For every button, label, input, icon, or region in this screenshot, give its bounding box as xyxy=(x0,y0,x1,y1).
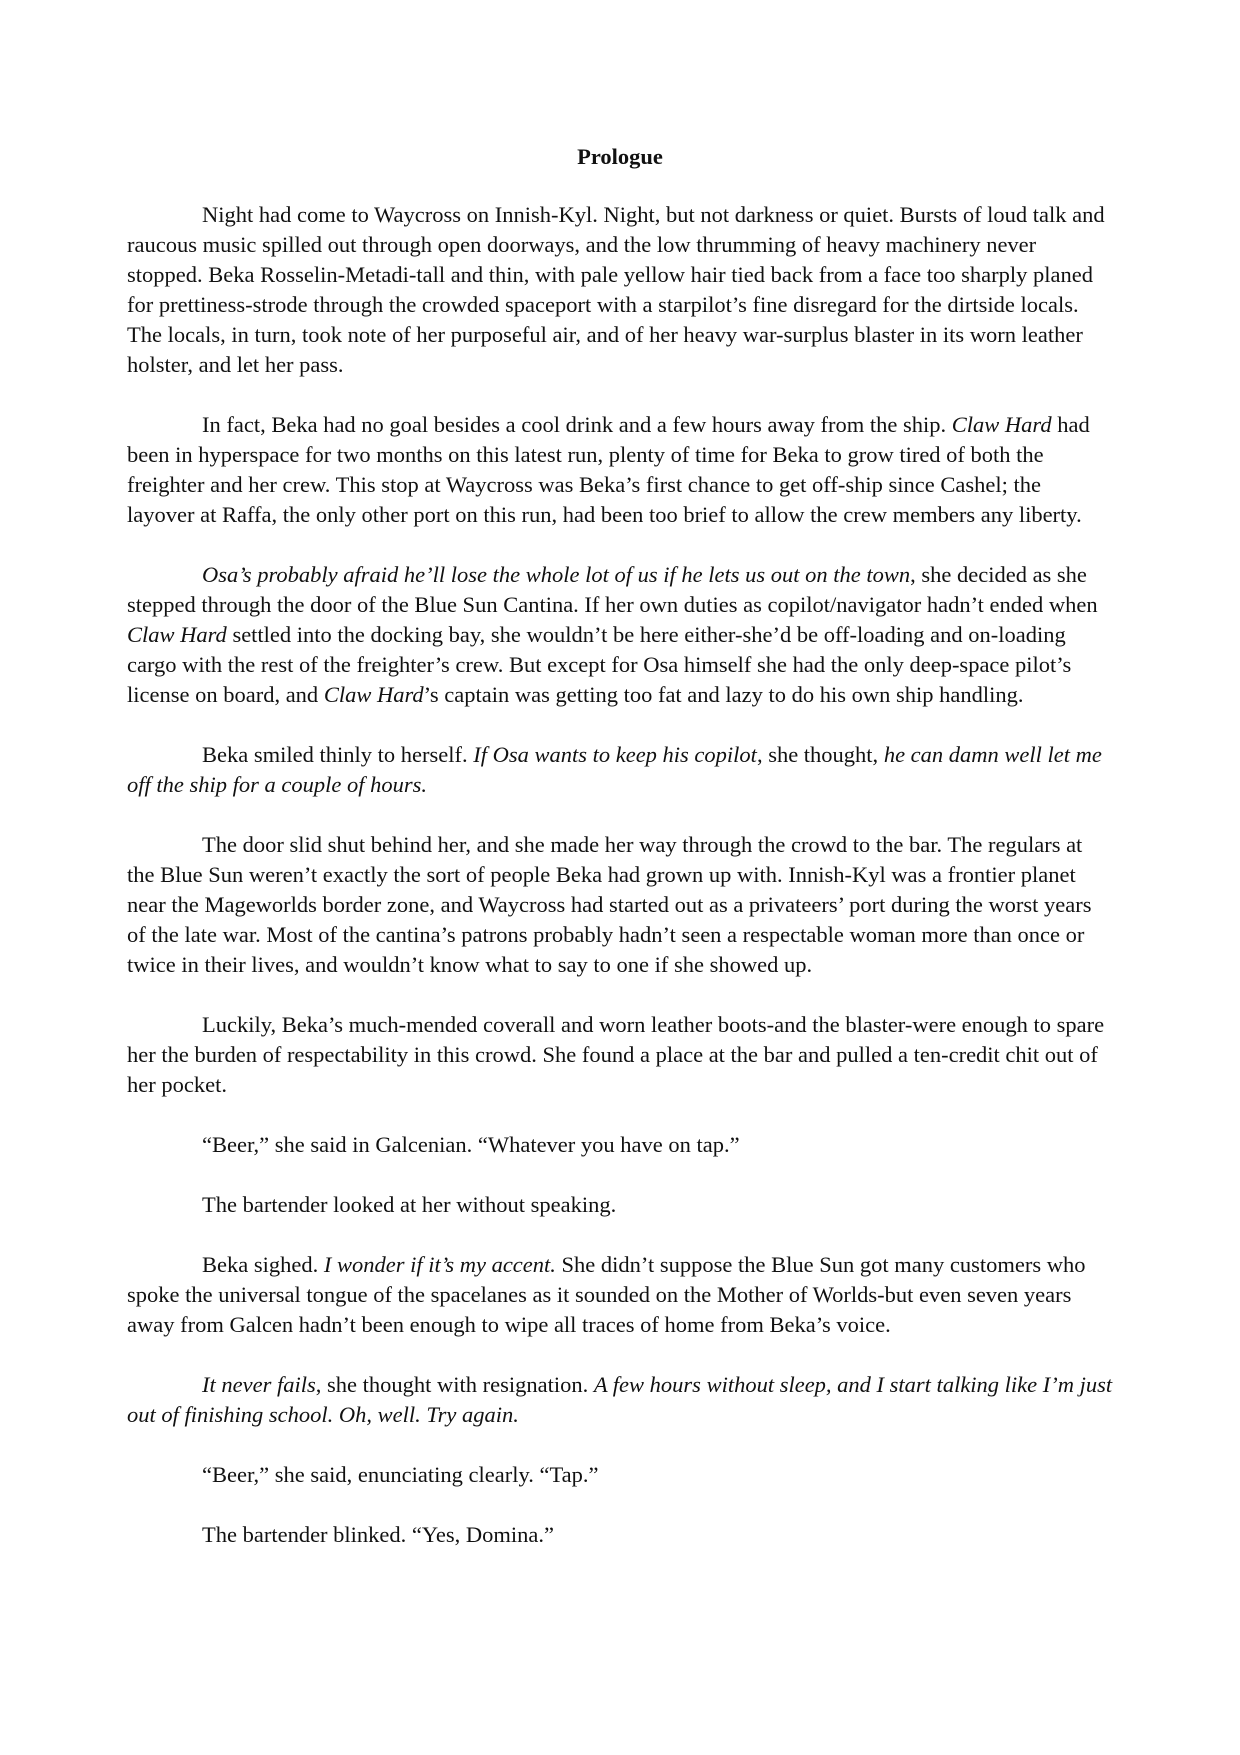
paragraph xyxy=(127,1460,1113,1490)
text-run: The bartender looked at her without speaking. xyxy=(202,1192,617,1217)
italic-text: Osa’s probably afraid he’ll lose the whole lot of us if he lets us out on the town xyxy=(202,562,911,587)
text-run: Luckily, Beka’s much-mended coverall and worn leather boots-and the blaster-were enough to spare her the burden of respectability in this crowd. She found a place at the bar and pulled a ten-credit chit out of her pocket. xyxy=(127,1012,1105,1097)
text-run: She didn’t suppose the Blue Sun got many customers who spoke the universal tongue of the spacelanes as it sounded on the Mother of Worlds-but even seven years away from Galcen hadn’t been enough to wipe all traces of home from Beka’s voice. xyxy=(127,1252,1086,1337)
text-run: Night had come to Waycross on Innish-Kyl. Night, but not darkness or quiet. Bursts of loud talk and raucous music spilled out through open doorways, and the low thrumming of heavy machinery never stopped. Beka Rosselin-Metadi-tall and thin, with pale yellow hair tied back from a face too sharply planed for prettiness-strode through the crowded spaceport with a starpilot’s fine disregard for the dirtside locals. The locals, in turn, took note of her purposeful air, and of her heavy war-surplus blaster in its worn leather holster, and let her pass. xyxy=(127,202,1105,377)
text-run: The bartender blinked. “Yes, Domina.” xyxy=(202,1522,554,1547)
chapter-title: Prologue xyxy=(577,144,663,169)
document-body xyxy=(127,142,1113,1580)
italic-text: Claw Hard xyxy=(951,412,1052,437)
italic-text: If Osa wants to keep his copilot xyxy=(473,742,757,767)
paragraph xyxy=(127,1130,1113,1160)
paragraph xyxy=(127,1370,1113,1430)
text-run: Beka sighed. xyxy=(202,1252,324,1277)
paragraph xyxy=(127,200,1113,380)
text-run: settled into the docking bay, she wouldn’t be here either-she’d be off-loading and on-loading cargo with the rest of the freighter’s crew. But except for Osa himself she had the only deep-space pilot’s license on board, and xyxy=(127,622,1072,707)
text-run: The door slid shut behind her, and she made her way through the crowd to the bar. The regulars at the Blue Sun weren’t exactly the sort of people Beka had grown up with. Innish-Kyl was a frontier planet near the Mageworlds border zone, and Waycross had started out as a privateers’ port during the worst years of the late war. Most of the cantina’s patrons probably hadn’t seen a respectable woman more than once or twice in their lives, and wouldn’t know what to say to one if she showed up. xyxy=(127,832,1092,977)
italic-text: I wonder if it’s my accent. xyxy=(323,1252,556,1277)
text-run: , she decided as she stepped through the door of the Blue Sun Cantina. If her own duties as copilot/navigator hadn’t ended when xyxy=(127,562,1098,617)
italic-text: It never fails xyxy=(202,1372,316,1397)
paragraph xyxy=(127,560,1113,710)
paragraph xyxy=(127,410,1113,530)
text-run: , she thought with resignation. xyxy=(315,1372,594,1397)
text-run: ’s captain was getting too fat and lazy to do his own ship handling. xyxy=(423,682,1024,707)
text-run: had been in hyperspace for two months on this latest run, plenty of time for Beka to grow tired of both the freighter and her crew. This stop at Waycross was Beka’s first chance to get off-ship since Cashel; the layover at Raffa, the only other port on this run, had been too brief to allow the crew members any liberty. xyxy=(127,412,1090,527)
text-run: , she thought, xyxy=(756,742,884,767)
paragraph xyxy=(127,1520,1113,1550)
text-run: Beka smiled thinly to herself. xyxy=(202,742,474,767)
paragraph xyxy=(127,830,1113,980)
italic-text: he can damn well let me off the ship for a couple of hours. xyxy=(127,742,1102,797)
paragraph xyxy=(127,1250,1113,1340)
italic-text: A few hours without sleep, and I start talking like I’m just out of finishing school. Oh, well. Try again. xyxy=(127,1372,1113,1427)
paragraph xyxy=(127,1010,1113,1100)
text-run: “Beer,” she said in Galcenian. “Whatever you have on tap.” xyxy=(202,1132,740,1157)
italic-text: Claw Hard xyxy=(323,682,424,707)
text-run: “Beer,” she said, enunciating clearly. “Tap.” xyxy=(202,1462,599,1487)
paragraph xyxy=(127,1190,1113,1220)
paragraph xyxy=(127,740,1113,800)
paragraph-list xyxy=(127,200,1113,1550)
italic-text: Claw Hard xyxy=(127,622,227,647)
text-run: In fact, Beka had no goal besides a cool drink and a few hours away from the ship. xyxy=(202,412,952,437)
